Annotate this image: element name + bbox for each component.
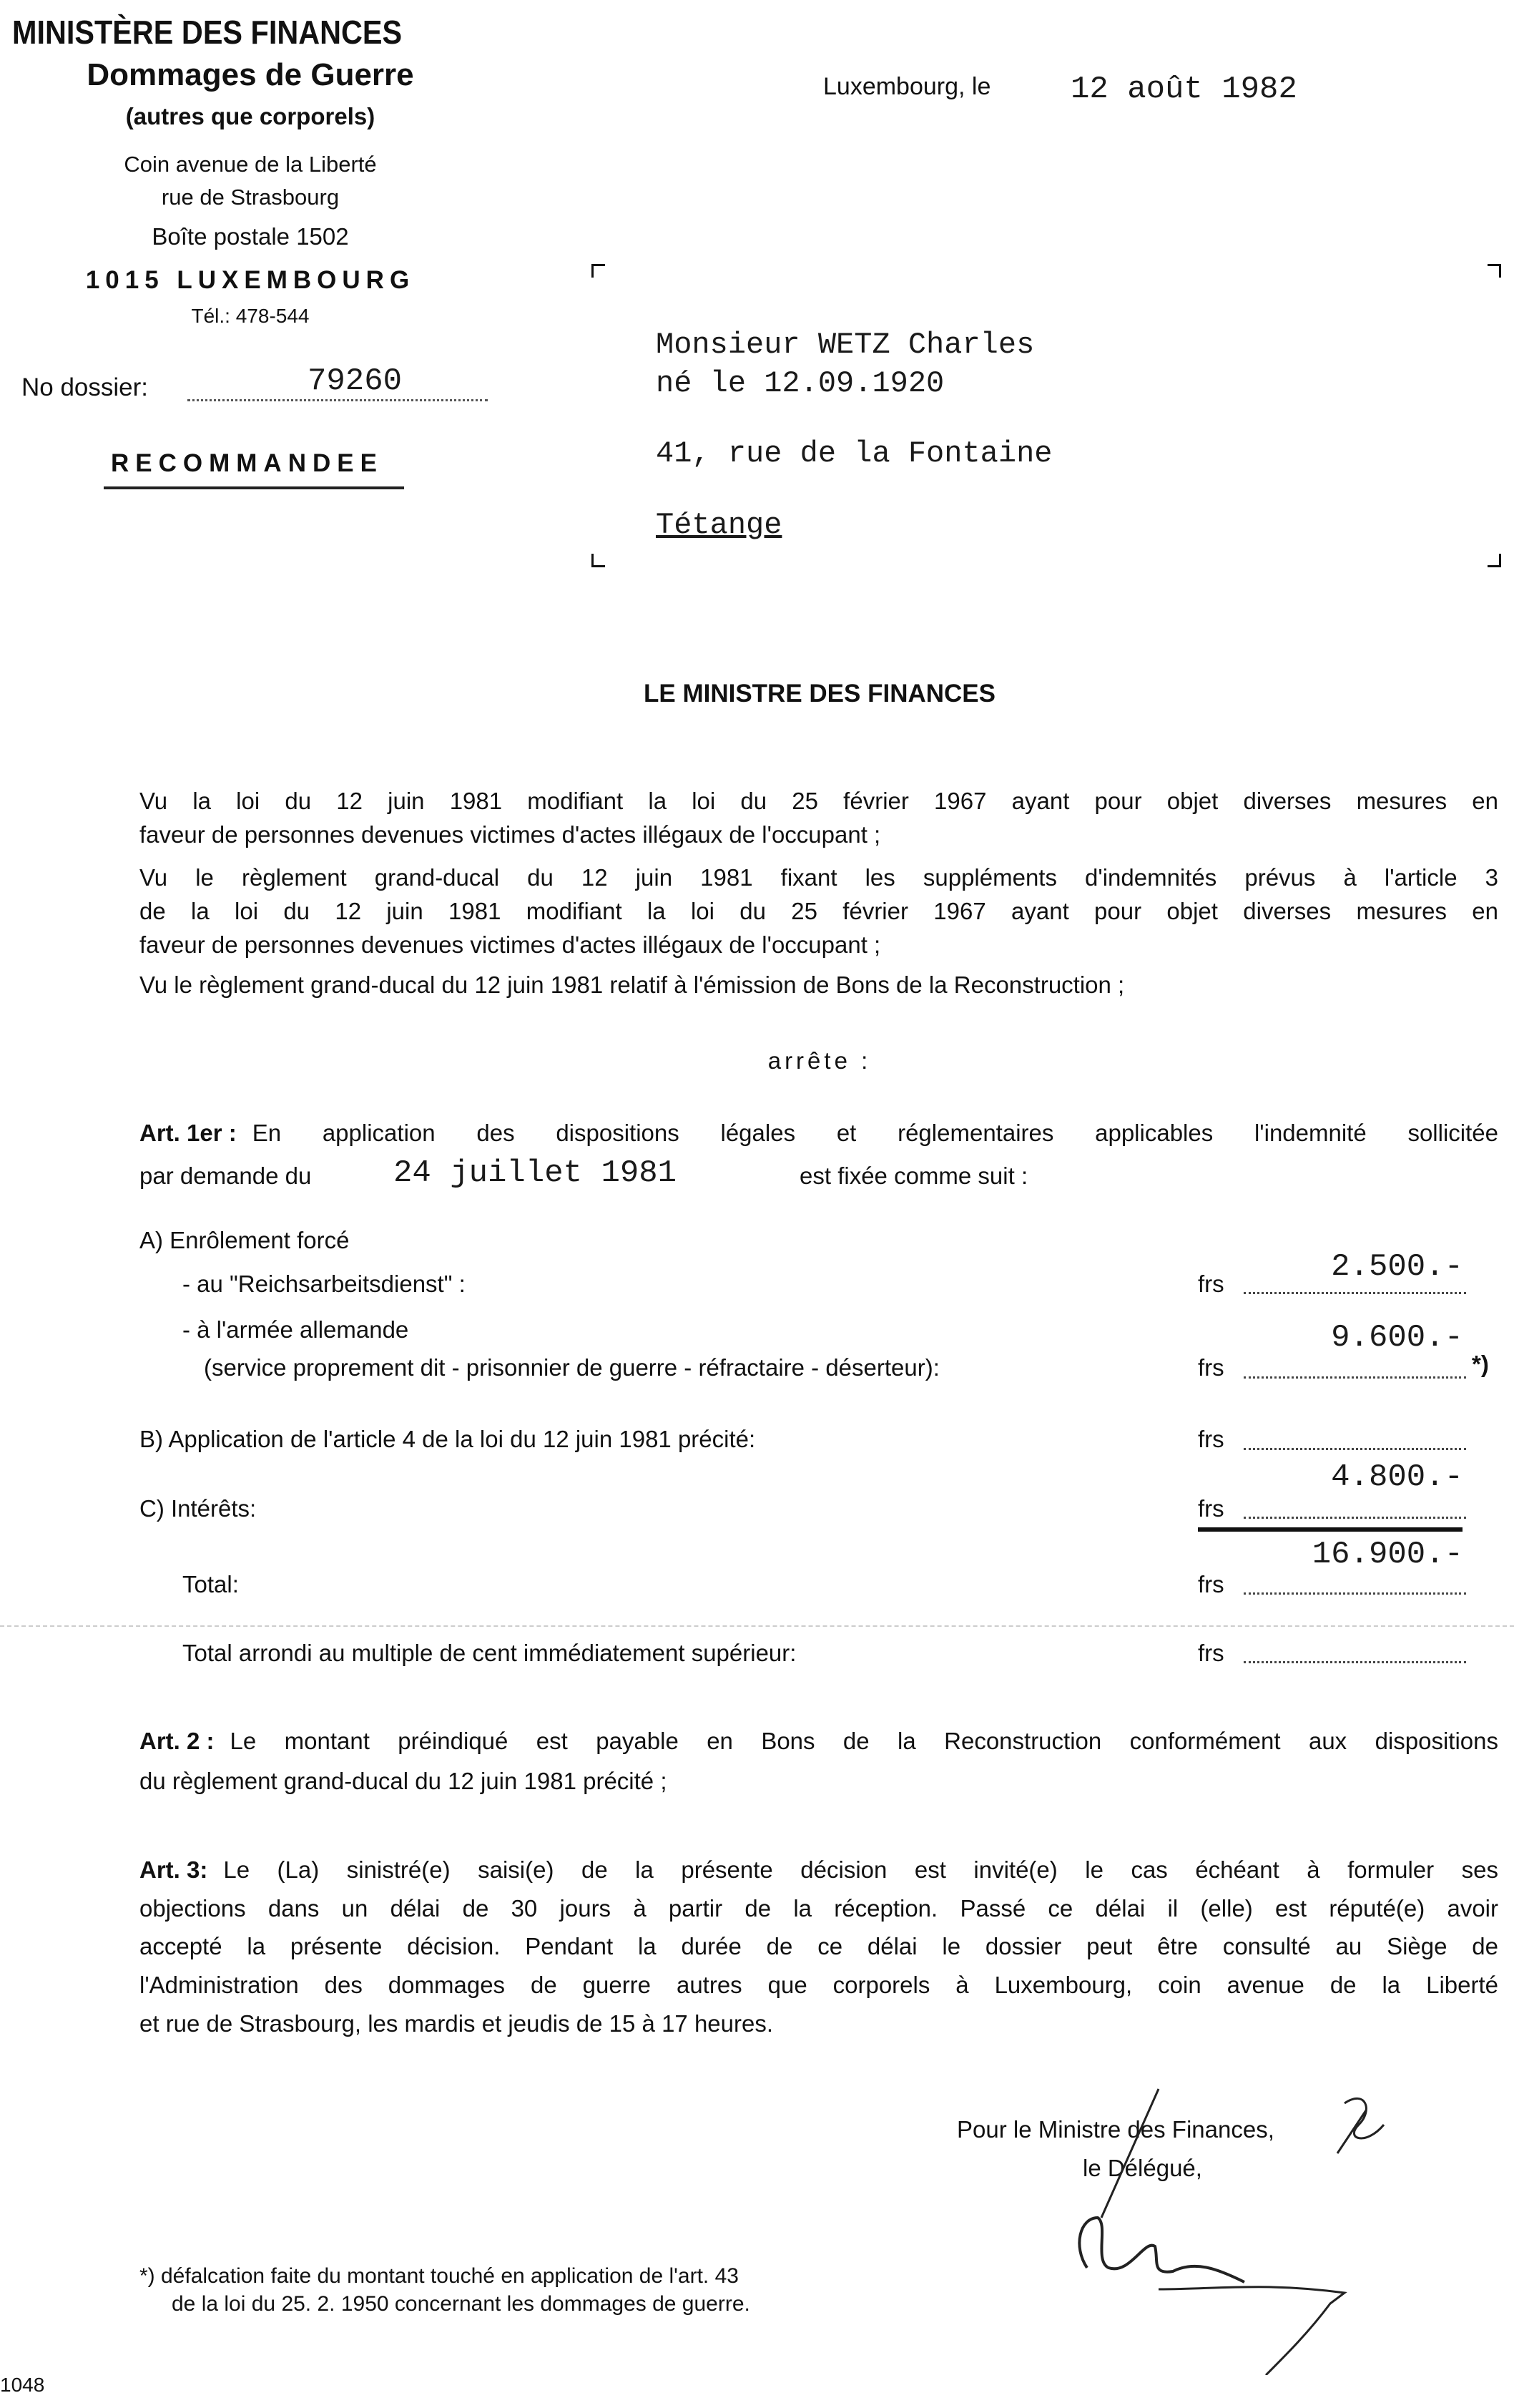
item-c-currency: frs: [1198, 1495, 1224, 1522]
decree-word: arrête :: [767, 1047, 872, 1074]
rounded-total-currency: frs: [1198, 1640, 1224, 1666]
item-a2-sub: (service proprement dit - prisonnier de guerre - réfractaire - déserteur):: [204, 1354, 940, 1381]
form-number: 1048: [0, 2374, 45, 2396]
item-a1-label: - au "Reichsarbeitsdienst" :: [182, 1271, 466, 1297]
item-c-dotted-line: [1244, 1517, 1466, 1519]
preamble-1-line-2: faveur de personnes devenues victimes d'actes illégaux de l'occupant ;: [139, 821, 881, 848]
recipient-town: Tétange: [656, 508, 782, 542]
handwritten-signature: [1030, 2046, 1430, 2375]
art3-text: Le (La) sinistré(e) saisi(e) de la présente décision est invité(e) le cas échéant à formuler ses: [223, 1856, 1498, 1883]
dossier-dotted-line: [187, 399, 488, 401]
total-label: Total:: [182, 1571, 239, 1597]
registered-underline: [104, 486, 404, 489]
preamble-2-line-1: Vu le règlement grand-ducal du 12 juin 1981 fixant les suppléments d'indemnités prévus à l'article 3: [139, 864, 1498, 891]
art1-label: Art. 1er :: [139, 1120, 237, 1146]
request-date: 24 juillet 1981: [393, 1155, 677, 1191]
item-a2-footnote-mark: *): [1472, 1351, 1489, 1377]
footnote-line-2: de la loi du 25. 2. 1950 concernant les dommages de guerre.: [172, 2292, 750, 2316]
address-line1: Coin avenue de la Liberté: [124, 152, 377, 177]
address-line2: rue de Strasbourg: [161, 185, 340, 210]
department-name: Dommages de Guerre: [87, 57, 414, 92]
item-b-dotted-line: [1244, 1448, 1466, 1450]
art3-line-5: et rue de Strasbourg, les mardis et jeudis de 15 à 17 heures.: [139, 2010, 774, 2037]
window-corner-bl: [591, 554, 605, 567]
item-a-label: A) Enrôlement forcé: [139, 1227, 350, 1253]
letter-date: 12 août 1982: [1071, 72, 1297, 107]
item-a1-currency: frs: [1198, 1271, 1224, 1297]
phone: Tél.: 478-544: [191, 305, 310, 327]
total-dotted-line: [1244, 1592, 1466, 1595]
rounded-total-dotted-line: [1244, 1661, 1466, 1663]
art1-text: En application des dispositions légales et réglementaires applicables l'indemnité sollicitée: [252, 1120, 1498, 1146]
item-a2-label: - à l'armée allemande: [182, 1316, 409, 1343]
art3-line-3: accepté la présente décision. Pendant la durée de ce délai le dossier peut être consulté au Siège de: [139, 1933, 1498, 1959]
art2-line-1: [139, 1728, 1498, 1755]
sum-rule: [1198, 1527, 1463, 1532]
item-a1-dotted-line: [1244, 1292, 1466, 1294]
recipient-birth: né le 12.09.1920: [656, 366, 945, 401]
art3-line-4: l'Administration des dommages de guerre autres que corporels à Luxembourg, coin avenue de la Liberté: [139, 1972, 1498, 1998]
art1-line-1: [139, 1120, 1498, 1147]
footnote-line-1: *) défalcation faite du montant touché en application de l'art. 43: [139, 2264, 739, 2288]
preamble-3-line-1: Vu le règlement grand-ducal du 12 juin 1981 relatif à l'émission de Bons de la Reconstruction ;: [139, 971, 1125, 998]
city: 1015 LUXEMBOURG: [85, 266, 416, 294]
item-c-label: C) Intérêts:: [139, 1495, 257, 1522]
department-subtitle: (autres que corporels): [125, 103, 375, 129]
art3-label: Art. 3:: [139, 1856, 208, 1883]
recipient-name: Monsieur WETZ Charles: [656, 328, 1035, 362]
item-c-amount: 4.800.-: [1331, 1459, 1463, 1495]
signature-line-1: Pour le Ministre des Finances,: [957, 2116, 1274, 2143]
preamble-2-line-2: de la loi du 12 juin 1981 modifiant la loi du 25 février 1967 ayant pour objet diverses mesures en: [139, 898, 1498, 924]
dossier-label: No dossier:: [21, 373, 149, 401]
art2-text: Le montant préindiqué est payable en Bons de la Reconstruction conformément aux dispositions: [230, 1728, 1498, 1754]
fold-line: [0, 1625, 1514, 1627]
window-corner-br: [1488, 554, 1501, 567]
po-box: Boîte postale 1502: [152, 223, 349, 250]
item-a2-currency: frs: [1198, 1354, 1224, 1381]
item-a2-amount: 9.600.-: [1331, 1320, 1463, 1356]
signature-line-2: le Délégué,: [1083, 2155, 1202, 2181]
recipient-street: 41, rue de la Fontaine: [656, 436, 1053, 471]
total-currency: frs: [1198, 1571, 1224, 1597]
total-amount: 16.900.-: [1312, 1537, 1463, 1572]
dossier-number: 79260: [308, 363, 403, 399]
item-a2-dotted-line: [1244, 1376, 1466, 1379]
rounded-total-label: Total arrondi au multiple de cent immédiatement supérieur:: [182, 1640, 797, 1666]
document-heading: LE MINISTRE DES FINANCES: [644, 680, 996, 708]
art3-line-1: [139, 1856, 1498, 1884]
art1-text2b: est fixée comme suit :: [800, 1163, 1028, 1189]
registered-label: RECOMMANDEE: [111, 449, 383, 477]
art3-line-2: objections dans un délai de 30 jours à partir de la réception. Passé ce délai il (elle) est réputé(e) avoir: [139, 1895, 1498, 1922]
preamble-1-line-1: Vu la loi du 12 juin 1981 modifiant la loi du 25 février 1967 ayant pour objet diverses mesures en: [139, 788, 1498, 814]
art2-label: Art. 2 :: [139, 1728, 215, 1754]
item-a1-amount: 2.500.-: [1331, 1249, 1463, 1285]
item-b-currency: frs: [1198, 1426, 1224, 1452]
ministry-name: MINISTÈRE DES FINANCES: [12, 14, 403, 51]
window-corner-tr: [1488, 264, 1501, 278]
art2-line-2: du règlement grand-ducal du 12 juin 1981 précité ;: [139, 1768, 667, 1794]
preamble-2-line-3: faveur de personnes devenues victimes d'actes illégaux de l'occupant ;: [139, 931, 881, 958]
art1-text2a: par demande du: [139, 1163, 312, 1189]
item-b-label: B) Application de l'article 4 de la loi du 12 juin 1981 précité:: [139, 1426, 756, 1452]
window-corner-tl: [591, 264, 605, 278]
date-label: Luxembourg, le: [823, 73, 991, 100]
